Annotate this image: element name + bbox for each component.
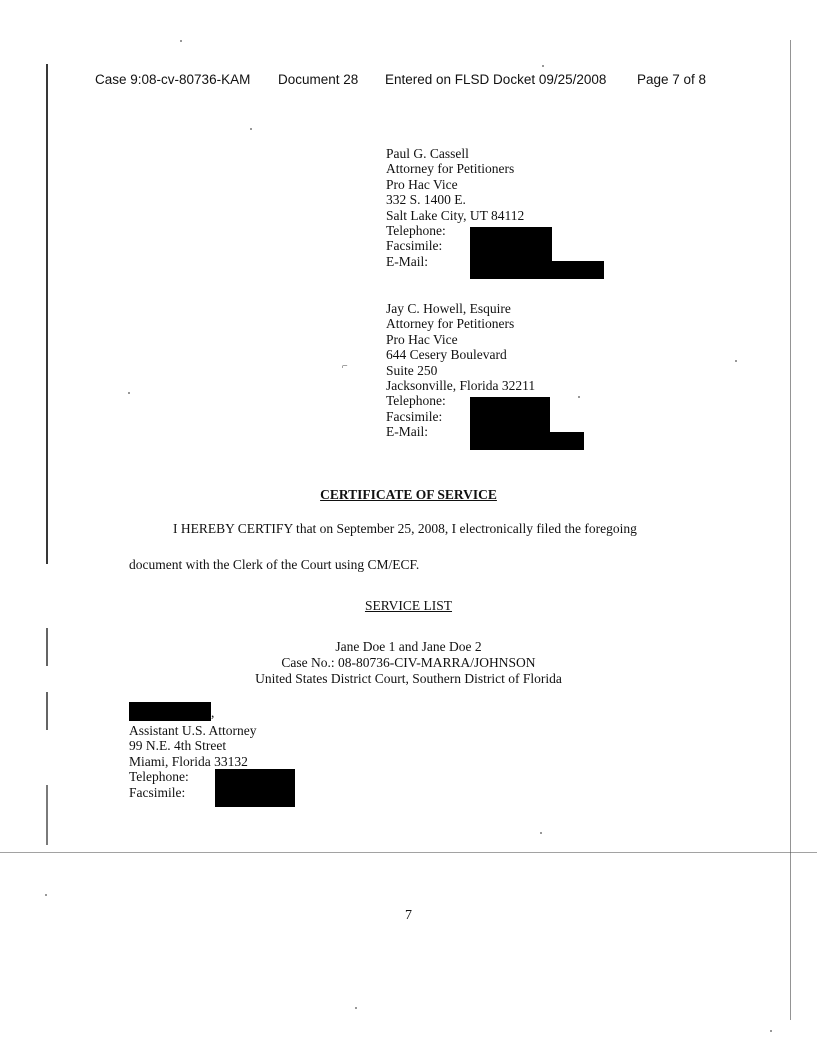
pro-hac-vice: Pro Hac Vice xyxy=(386,176,458,192)
attorney-role: Attorney for Petitioners xyxy=(386,316,515,332)
scan-speck xyxy=(355,1007,357,1009)
city-line: Jacksonville, Florida 32211 xyxy=(386,377,536,393)
page-number: 7 xyxy=(405,908,412,923)
facsimile-label: Facsimile: xyxy=(129,784,186,800)
header-document-number: Document 28 xyxy=(278,72,359,87)
address-line: 644 Cesery Boulevard xyxy=(386,347,507,363)
attorney-name: Paul G. Cassell xyxy=(386,146,469,161)
certificate-text-line: document with the Clerk of the Court using CM/ECF. xyxy=(129,557,420,572)
scan-edge-line xyxy=(46,785,48,845)
court-name: United States District Court, Southern District of Florida xyxy=(255,671,562,686)
address-line: 99 N.E. 4th Street xyxy=(129,738,227,754)
attorney-name: Jay C. Howell, Esquire xyxy=(386,301,511,316)
telephone-label: Telephone: xyxy=(386,393,446,409)
address-line: Suite 250 xyxy=(386,362,438,378)
scan-speck xyxy=(250,128,252,130)
email-label: E-Mail: xyxy=(386,253,428,269)
attorney-block-cassell xyxy=(386,146,686,269)
service-list-case xyxy=(0,639,817,687)
scan-edge-line xyxy=(46,692,48,730)
scan-speck xyxy=(770,1030,772,1032)
scan-fold-line xyxy=(0,852,817,853)
attorney-block-howell xyxy=(386,301,686,440)
name-comma: , xyxy=(211,705,215,720)
service-list-title: SERVICE LIST xyxy=(364,598,453,613)
telephone-label: Telephone: xyxy=(386,222,446,238)
header-page-count: Page 7 of 8 xyxy=(637,72,707,87)
certificate-text-line: I HEREBY CERTIFY that on September 25, 2008, I electronically filed the foregoing xyxy=(173,521,637,536)
case-number: Case No.: 08-80736-CIV-MARRA/JOHNSON xyxy=(281,655,536,670)
facsimile-label: Facsimile: xyxy=(386,238,443,254)
redaction-box xyxy=(215,769,295,807)
scan-speck xyxy=(540,832,542,834)
scan-edge-line xyxy=(790,40,791,1020)
scan-speck xyxy=(128,392,130,394)
redaction-box xyxy=(129,702,211,721)
redaction-box xyxy=(470,261,604,279)
scan-speck xyxy=(45,894,47,896)
email-label: E-Mail: xyxy=(386,424,428,440)
pro-hac-vice: Pro Hac Vice xyxy=(386,331,458,347)
certificate-title: CERTIFICATE OF SERVICE xyxy=(320,487,497,502)
scan-speck xyxy=(180,40,182,42)
header-case-number: Case 9:08-cv-80736-KAM xyxy=(95,72,251,87)
scan-mark: ⌐ xyxy=(342,361,348,372)
address-line: 332 S. 1400 E. xyxy=(386,192,466,208)
case-parties: Jane Doe 1 and Jane Doe 2 xyxy=(335,639,482,654)
telephone-label: Telephone: xyxy=(129,769,189,785)
facsimile-label: Facsimile: xyxy=(386,408,443,424)
attorney-role: Attorney for Petitioners xyxy=(386,161,515,177)
city-line: Salt Lake City, UT 84112 xyxy=(386,207,525,223)
scan-speck xyxy=(542,65,544,67)
scan-speck xyxy=(735,360,737,362)
city-line: Miami, Florida 33132 xyxy=(129,753,248,769)
redaction-box xyxy=(470,432,584,450)
header-entered-date: Entered on FLSD Docket 09/25/2008 xyxy=(385,72,607,87)
recipient-title: Assistant U.S. Attorney xyxy=(129,723,257,738)
